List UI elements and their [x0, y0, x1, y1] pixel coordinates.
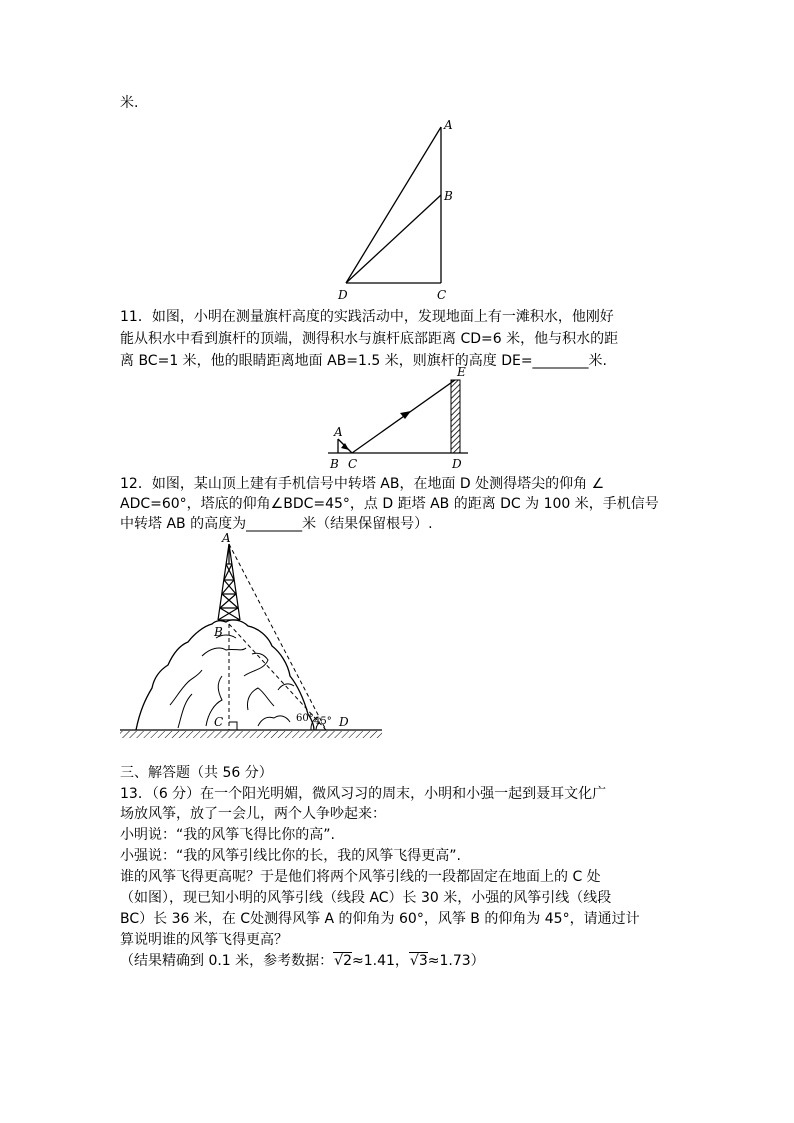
segment-ad: [229, 544, 326, 730]
sqrt-3: √3: [409, 953, 428, 969]
label-d: D: [338, 288, 348, 302]
q12-line-3: 中转塔 AB 的高度为________米（结果保留根号）.: [120, 516, 433, 532]
label-b: B: [330, 457, 339, 471]
q13-line-4: 小强说：“我的风筝引线比你的长，我的风筝飞得更高”.: [120, 848, 461, 864]
label-d: D: [452, 457, 462, 471]
figure-q11: [322, 363, 472, 473]
label-c: C: [437, 288, 447, 302]
mountain-outline: [136, 620, 314, 730]
q13-line-8: 算说明谁的风筝飞得更高？: [120, 932, 288, 948]
label-b: B: [444, 189, 453, 203]
angle-label-60: 60°: [296, 713, 314, 724]
q13-reference-note: （结果精确到 0.1 米，参考数据：√2≈1.41，√3≈1.73）: [120, 953, 485, 969]
q13-line-1: 13．（6 分）在一个阳光明媚，微风习习的周末，小明和小强一起到聂耳文化广: [120, 786, 607, 802]
q13-line-6: （如图），现已知小明的风筝引线（线段 AC）长 30 米，小强的风筝引线（线段: [120, 890, 612, 906]
label-c: C: [214, 715, 224, 729]
signal-tower: [218, 544, 240, 620]
prev-question-tail: 米.: [120, 95, 139, 111]
label-a: A: [334, 425, 343, 439]
q11-line-3: 离 BC=1 米，他的眼睛距离地面 AB=1.5 米，则旗杆的高度 DE=________米.: [120, 353, 608, 369]
q11-line-1: 11．如图，小明在测量旗杆高度的实践活动中，发现地面上有一滩积水，他刚好: [120, 309, 614, 325]
label-c: C: [348, 457, 358, 471]
label-e: E: [457, 365, 466, 379]
section-title: 三、解答题（共 56 分）: [120, 765, 273, 781]
label-b: B: [214, 625, 223, 639]
sqrt-2: √2: [334, 953, 353, 969]
figure-q12: [118, 530, 388, 745]
q13-line-3: 小明说：“我的风筝飞得比你的高”.: [120, 827, 335, 843]
right-angle-mark: [229, 722, 237, 730]
q13-line-5: 谁的风筝飞得更高呢？于是他们将两个风筝引线的一段都固定在地面上的 C 处: [120, 869, 601, 885]
ground-hatch: [120, 731, 382, 738]
label-a: A: [444, 118, 453, 132]
segment-db: [346, 195, 441, 283]
q12-line-1: 12．如图，某山顶上建有手机信号中转塔 AB，在地面 D 处测得塔尖的仰角 ∠: [120, 476, 605, 492]
label-a: A: [222, 531, 231, 545]
label-d: D: [339, 715, 349, 729]
flagpole: [451, 380, 460, 453]
figure-q10: [330, 115, 470, 305]
angle-label-45: 45°: [314, 716, 332, 727]
segment-da: [346, 127, 441, 283]
q13-line-2: 场放风筝，放了一会儿，两个人争吵起来：: [120, 806, 386, 822]
q11-line-2: 能从积水中看到旗杆的顶端，测得积水与旗杆底部距离 CD=6 米，他与积水的距: [120, 331, 619, 347]
q12-line-2: ADC=60°，塔底的仰角∠BDC=45°，点 D 距塔 AB 的距离 DC 为 100 米，手机信号: [120, 496, 659, 512]
q13-line-7: BC）长 36 米，在 C处测得风筝 A 的仰角为 60°，风筝 B 的仰角为 45°，请通过计: [120, 911, 640, 927]
